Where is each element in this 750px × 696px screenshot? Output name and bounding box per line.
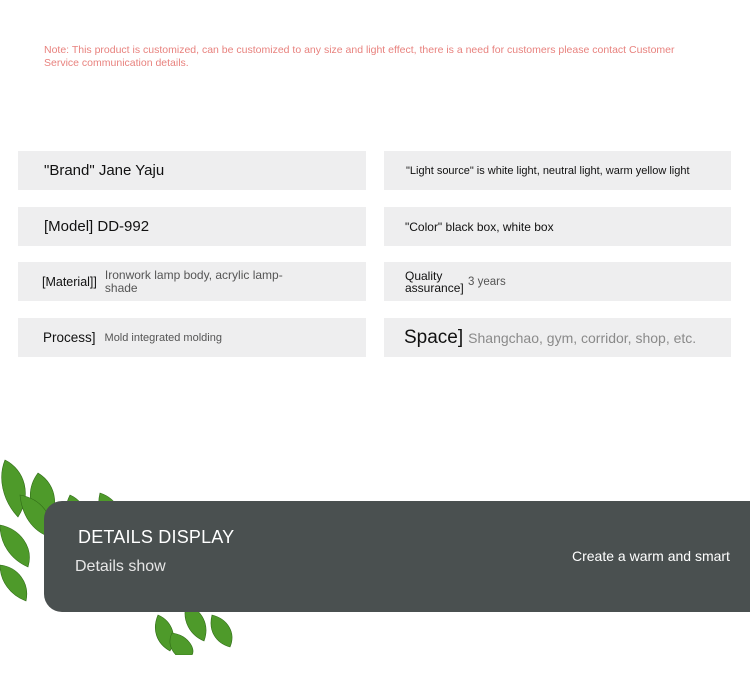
- spec-label: [Model] DD-992: [44, 218, 150, 235]
- spec-space: [384, 318, 731, 357]
- spec-label: "Light source" is white light, neutral light, warm yellow light: [406, 164, 690, 177]
- spec-value: Shangchao, gym, corridor, shop, etc.: [468, 329, 697, 346]
- banner-subtitle: Details show: [75, 558, 166, 575]
- spec-color: [384, 207, 731, 246]
- spec-model: [18, 207, 366, 246]
- spec-label: [Material]]: [42, 274, 97, 289]
- spec-material: [18, 262, 366, 301]
- spec-light-source: [384, 151, 731, 190]
- spec-value: Ironwork lamp body, acrylic lamp-shade: [104, 267, 283, 295]
- spec-value: Mold integrated molding: [104, 331, 222, 344]
- spec-label: Space]: [404, 326, 464, 348]
- spec-value: 3 years: [468, 275, 506, 288]
- spec-label: Process]: [43, 330, 96, 345]
- spec-process: [18, 318, 366, 357]
- customization-note: Note: This product is customized, can be customized to any size and light effect, there is a need for customers please contact Customer Service communication details.: [44, 44, 675, 69]
- banner-title: DETAILS DISPLAY: [78, 527, 235, 547]
- spec-label: "Brand" Jane Yaju: [44, 162, 165, 179]
- banner-slogan: Create a warm and smart: [572, 548, 730, 564]
- spec-quality-assurance: [384, 262, 731, 301]
- spec-label: "Color" black box, white box: [405, 219, 554, 234]
- spec-brand: [18, 151, 366, 190]
- spec-label: Quality assurance]: [405, 268, 464, 295]
